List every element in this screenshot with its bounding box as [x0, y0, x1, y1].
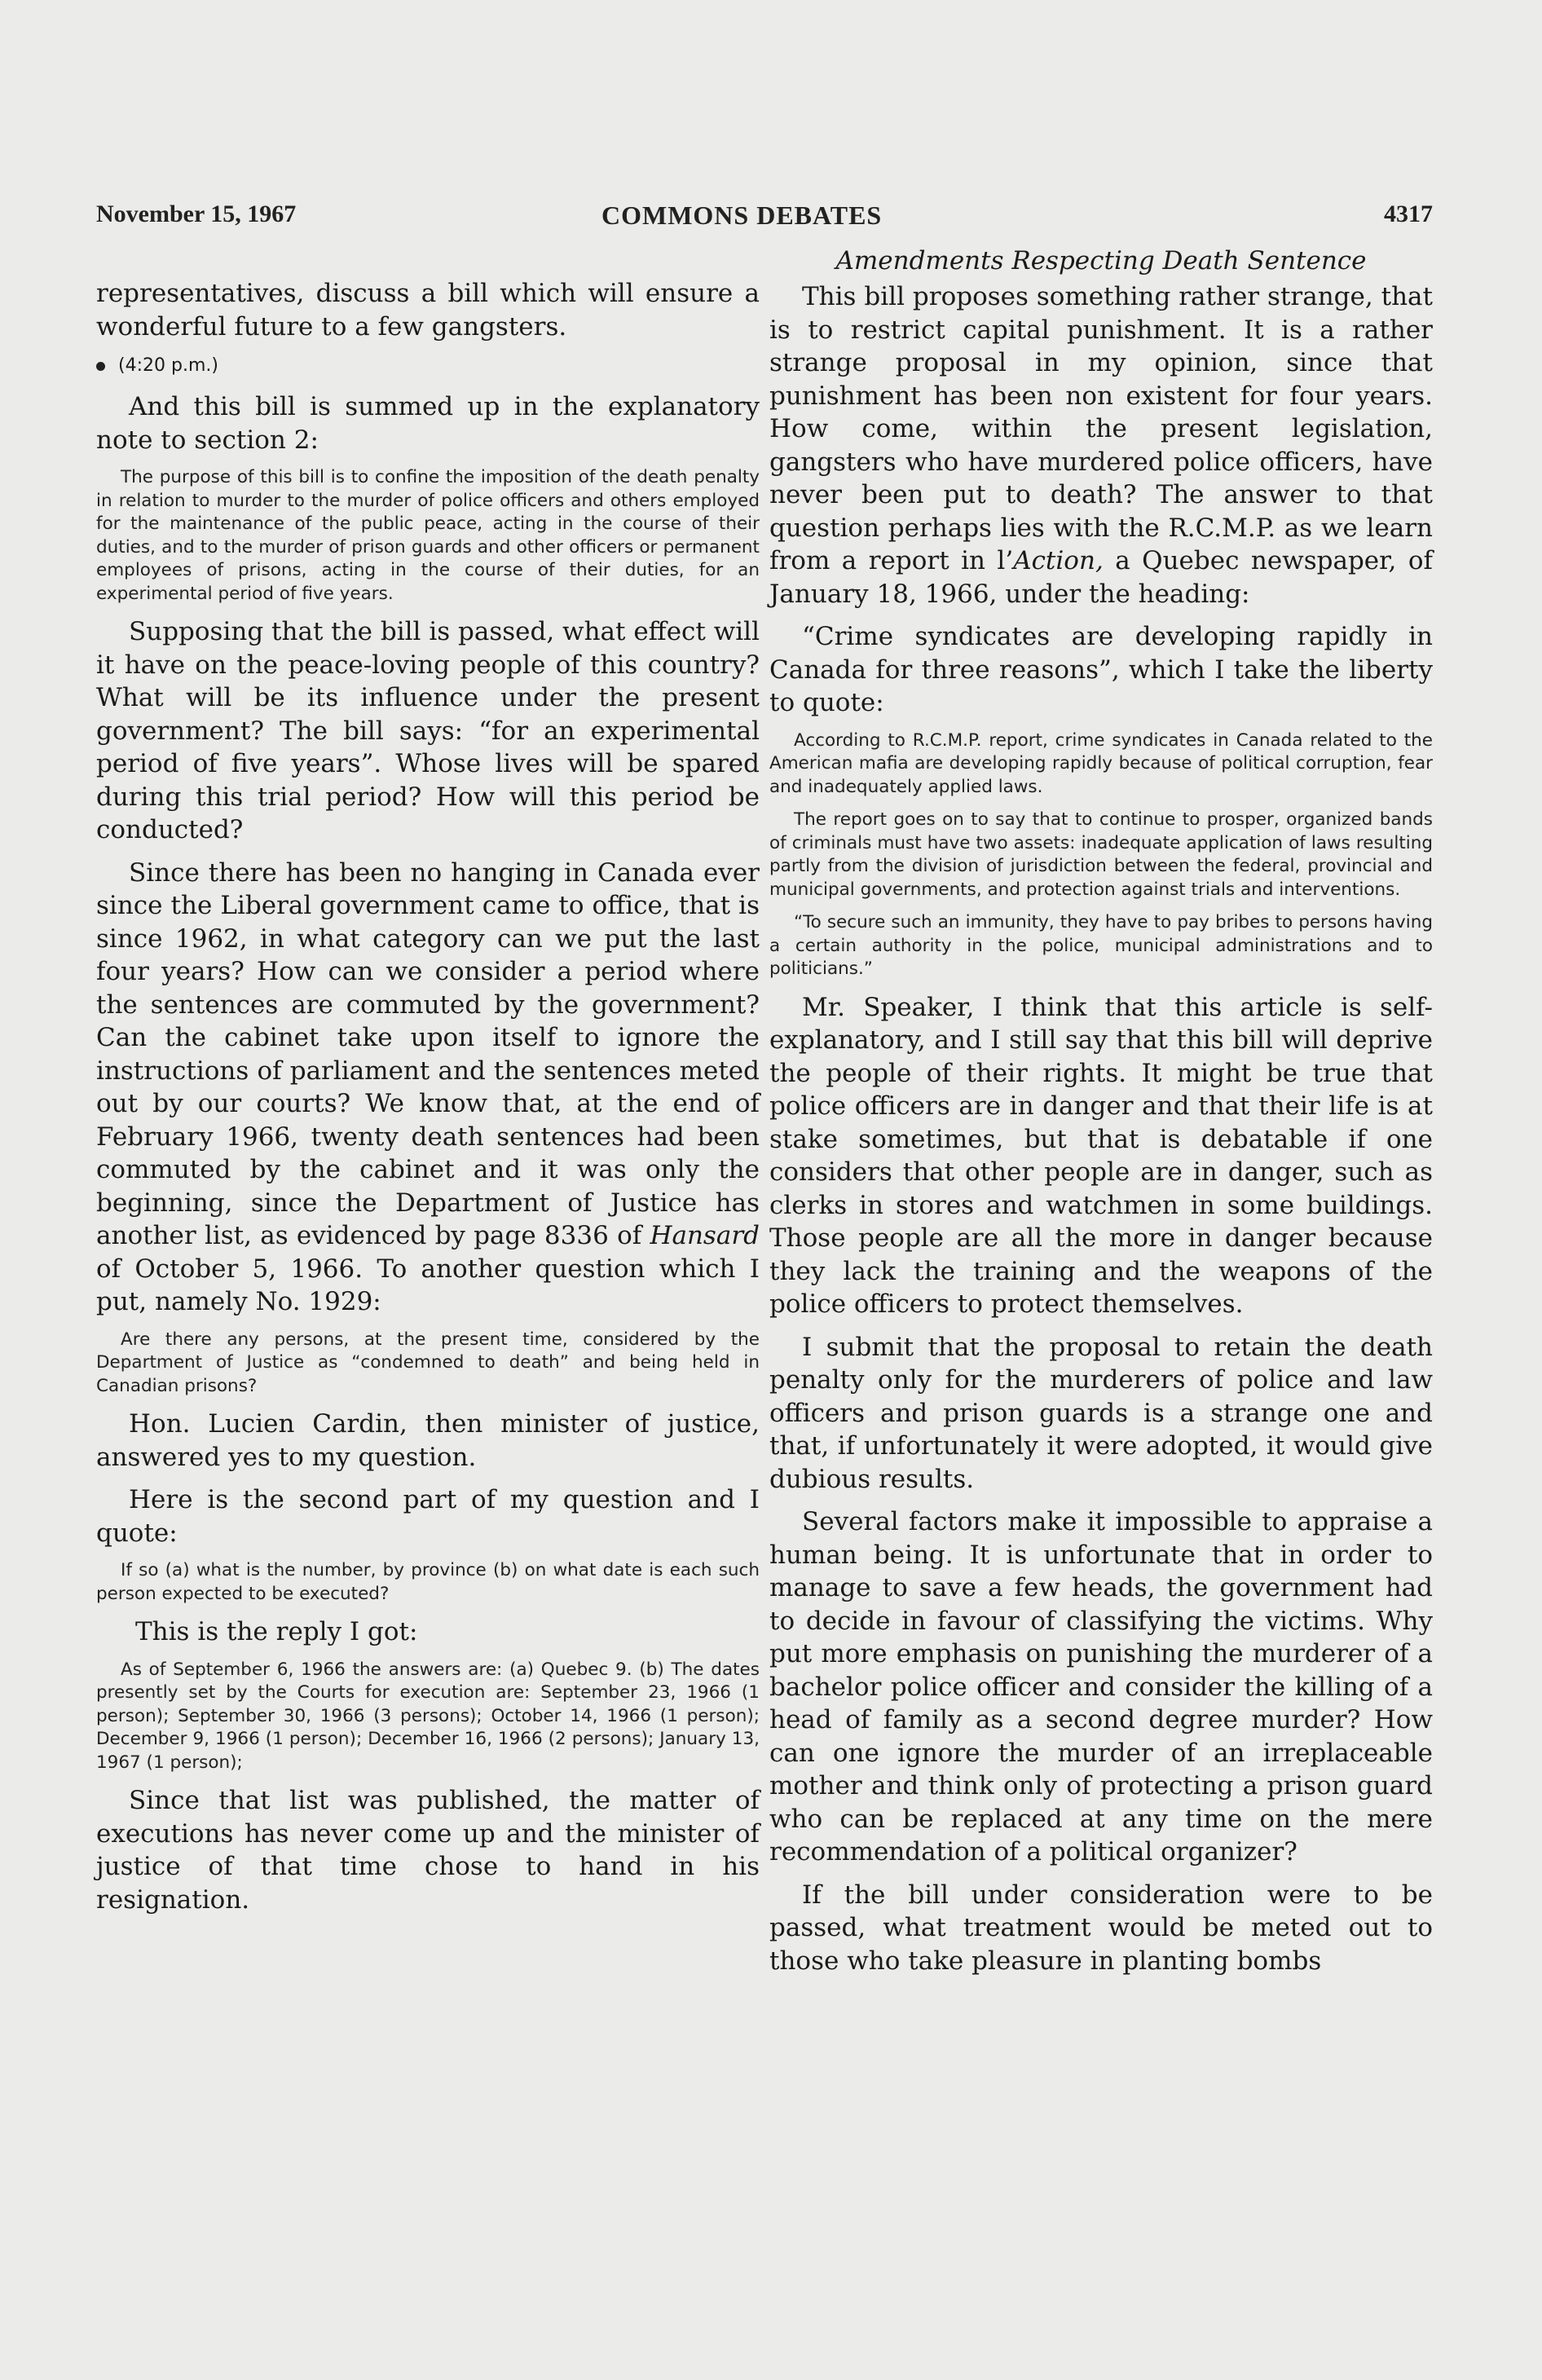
block-quote: “To secure such an immunity, they have to pay bribes to persons having a certain authority in the police, municipal administrations and to politicians.” — [769, 912, 1433, 979]
paragraph: Since that list was published, the matter of executions has never come up and the minister of justice of that time chose to hand in his resignation. — [96, 1786, 760, 1915]
block-quote: As of September 6, 1966 the answers are: (a) Quebec 9. (b) The dates presently set by the Courts for execution are: September 23, 1966 (1 person); September 30, 1966 (3 persons); October 14, 1966 (1 person); December 9, 1966 (1 person); December 16, 1966 (2 persons); January 13, 1967 (1 person); — [96, 1659, 760, 1773]
block-quote: The purpose of this bill is to confine the imposition of the death penalty in relation to murder to the murder of police officers and others employed for the maintenance of the public peace, acting in the course of their duties, and to the murder of prison guards and other officers or permanent employees of prisons, acting in the course of their duties, for an experimental period of five years. — [96, 467, 760, 604]
paragraph — [96, 857, 760, 1319]
italic-run: Hansard — [650, 1221, 760, 1250]
paragraph: Several factors make it impossible to appraise a human being. It is unfortunate that in order to manage to save a few heads, the government had to decide in favour of classifying the victims. Why put more emphasis on punishing the murderer of a bachelor police officer and consider the killing of a head of family as a second degree murder? How can one ignore the murder of an irreplaceable mother and think only of protecting a prison guard who can be replaced at any time on the mere recommendation of a political organizer? — [769, 1507, 1433, 1867]
text-run: Since there has been no hanging in Canada ever since the Liberal government came to office, that is since 1962, in what category can we put the last four years? How can we consider a period where the sentences are commuted by the government? Can the cabinet take upon itself to ignore the instructions of parliament and the sentences meted out by our courts? We know that, at the end of February 1966, twenty death sentences had been commuted by the cabinet and it was only the beginning, since the Department of Justice has another list, as evidenced by page 8336 of — [96, 857, 760, 1250]
paragraph: Mr. Speaker, I think that this article is self-explanatory, and I still say that this bill will deprive the people of their rights. It might be true that police officers are in danger and that their life is at stake sometimes, but that is debatable if one considers that other people are in danger, such as clerks in stores and watchmen in some buildings. Those people are all the more in danger because they lack the training and the weapons of the police officers to protect themselves. — [769, 992, 1433, 1319]
paragraph: If the bill under consideration were to be passed, what treatment would be meted out to those who take pleasure in planting bombs — [769, 1880, 1433, 1976]
text-run: This bill proposes something rather strange, that is to restrict capital punishment. It is a rather strange proposal in my opinion, since that punishment has been non existent for four years. How come, within the present legislation, gangsters who have murdered police officers, have never been put to death? The answer to that question perhaps lies with the R.C.M.P. as we learn from a report in l’ — [769, 282, 1433, 575]
paragraph: “Crime syndicates are developing rapidly in Canada for three reasons”, which I take the liberty to quote: — [769, 622, 1433, 717]
right-column — [769, 245, 1433, 1987]
paragraph — [769, 280, 1433, 610]
header-date: November 15, 1967 — [96, 201, 297, 227]
block-quote: The report goes on to say that to continue to prosper, organized bands of criminals must have two assets: inadequate application of laws resulting partly from the division of jurisdiction between the federal, provincial and municipal governments, and protection against trials and interventions. — [769, 809, 1433, 900]
block-quote: According to R.C.M.P. report, crime syndicates in Canada related to the American mafia are developing rapidly because of political corruption, fear and inadequately applied laws. — [769, 729, 1433, 797]
paragraph: And this bill is summed up in the explanatory note to section 2: — [96, 392, 760, 455]
paragraph: This is the reply I got: — [135, 1617, 418, 1646]
paragraph: Here is the second part of my question and I quote: — [96, 1485, 760, 1548]
block-quote: Are there any persons, at the present time, considered by the Department of Justice as “condemned to death” and being held in Canadian prisons? — [96, 1329, 760, 1396]
italic-run: Action, — [1013, 546, 1104, 575]
bullet-icon — [96, 362, 105, 371]
text-run: a Quebec newspaper, of January 18, 1966, under the heading: — [769, 546, 1433, 609]
header-title: COMMONS DEBATES — [601, 201, 883, 230]
paragraph: Hon. Lucien Cardin, then minister of justice, answered yes to my question. — [96, 1409, 760, 1472]
time-stamp — [96, 353, 760, 379]
time-text: (4:20 p.m.) — [118, 355, 218, 376]
paragraph: Supposing that the bill is passed, what effect will it have on the peace-loving people of this country? What will be its influence under the present government? The bill says: “for an experimental period of five years”. Whose lives will be spared during this trial period? How will this period be conducted? — [96, 617, 760, 844]
page-header — [96, 201, 1433, 233]
section-heading: Amendments Respecting Death Sentence — [835, 246, 1367, 275]
paragraph: I submit that the proposal to retain the death penalty only for the murderers of police and law officers and prison guards is a strange one and that, if unfortunately it were adopted, it would give dubious results. — [769, 1332, 1433, 1494]
paragraph: representatives, discuss a bill which will ensure a wonderful future to a few gangsters. — [96, 279, 760, 342]
left-column — [96, 277, 760, 1926]
block-quote: If so (a) what is the number, by province (b) on what date is each such person expected to be executed? — [96, 1560, 760, 1604]
header-page-number: 4317 — [1384, 201, 1433, 227]
text-run: of October 5, 1966. To another question which I put, namely No. 1929: — [96, 1254, 760, 1316]
